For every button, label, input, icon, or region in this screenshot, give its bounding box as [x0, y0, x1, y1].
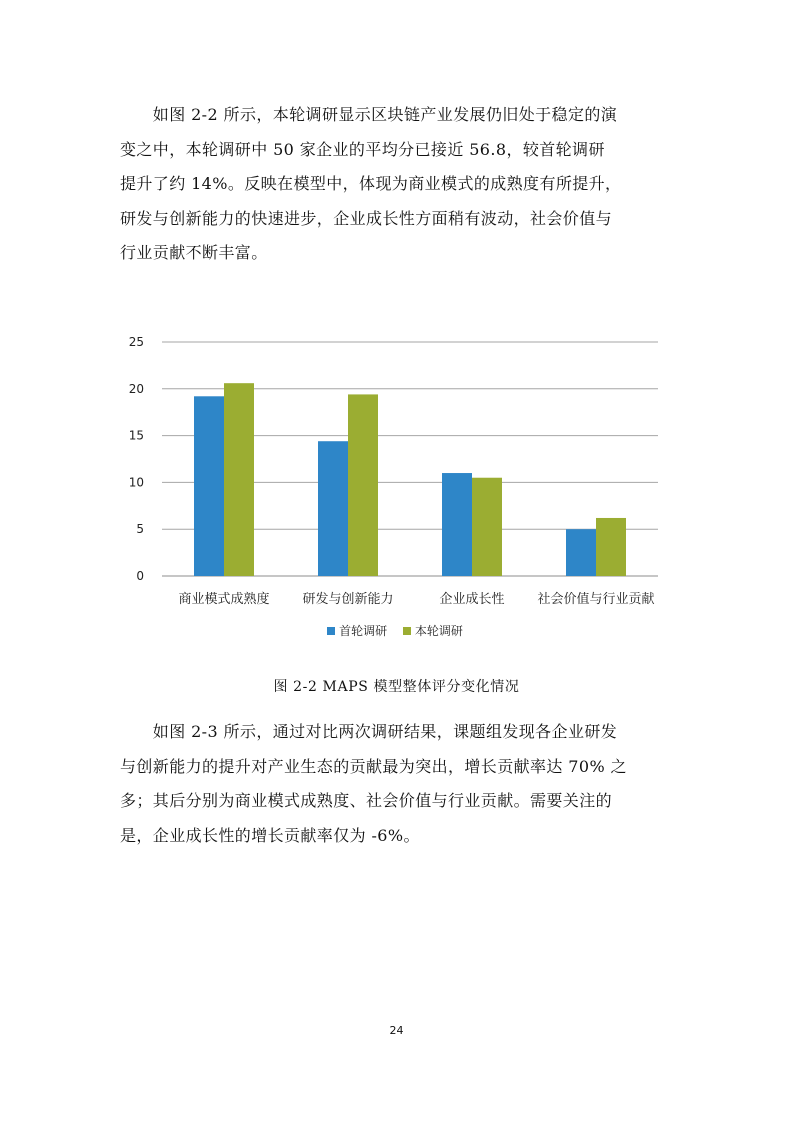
legend-label: 首轮调研 [339, 624, 388, 638]
page-number: 24 [389, 1024, 404, 1037]
bar [348, 394, 378, 576]
x-tick-label: 研发与创新能力 [302, 592, 394, 607]
text-line: 如图 2-3 所示，通过对比两次调研结果，课题组发现各企业研发 [120, 722, 618, 741]
text-line: 多；其后分别为商业模式成熟度、社会价值与行业贡献。需要关注的 [120, 791, 613, 810]
bar [224, 383, 254, 576]
y-tick-label: 5 [136, 522, 144, 537]
y-tick-label: 25 [128, 335, 144, 349]
text-line: 变之中，本轮调研中 50 家企业的平均分已接近 56.8，较首轮调研 [120, 139, 605, 159]
bar [566, 529, 596, 576]
x-tick-label: 社会价值与行业贡献 [537, 592, 655, 607]
bar [596, 518, 626, 576]
bar-chart [110, 325, 680, 645]
legend-label: 本轮调研 [414, 624, 463, 638]
y-tick-label: 10 [128, 475, 144, 490]
paragraph-2 [120, 715, 676, 853]
legend-swatch [327, 627, 335, 635]
text-line: 如图 2-2 所示，本轮调研显示区块链产业发展仍旧处于稳定的演 [120, 105, 618, 124]
figure-caption: 图 2-2 MAPS 模型整体评分变化情况 [273, 679, 520, 695]
x-tick-label: 商业模式成熟度 [178, 592, 270, 607]
bar [194, 396, 224, 576]
bar [318, 441, 348, 576]
y-tick-label: 0 [136, 569, 144, 583]
y-tick-label: 15 [128, 428, 144, 443]
text-line: 研发与创新能力的快速进步，企业成长性方面稍有波动，社会价值与 [120, 208, 613, 228]
y-tick-label: 20 [128, 381, 144, 396]
bar-chart-svg [110, 325, 680, 615]
text-line: 是，企业成长性的增长贡献率仅为 -6%。 [120, 825, 420, 845]
text-line: 行业贡献不断丰富。 [120, 243, 268, 262]
chart-legend [110, 622, 680, 639]
x-tick-label: 企业成长性 [439, 592, 505, 607]
legend-swatch [403, 627, 411, 635]
paragraph-1 [120, 98, 676, 271]
legend-item-series-1 [327, 622, 387, 639]
legend-item-series-2 [403, 622, 463, 639]
text-line: 与创新能力的提升对产业生态的贡献最为突出，增长贡献率达 70% 之 [120, 756, 627, 776]
bar [472, 478, 502, 576]
bar [442, 473, 472, 576]
text-line: 提升了约 14%。反映在模型中，体现为商业模式的成熟度有所提升， [120, 174, 622, 193]
